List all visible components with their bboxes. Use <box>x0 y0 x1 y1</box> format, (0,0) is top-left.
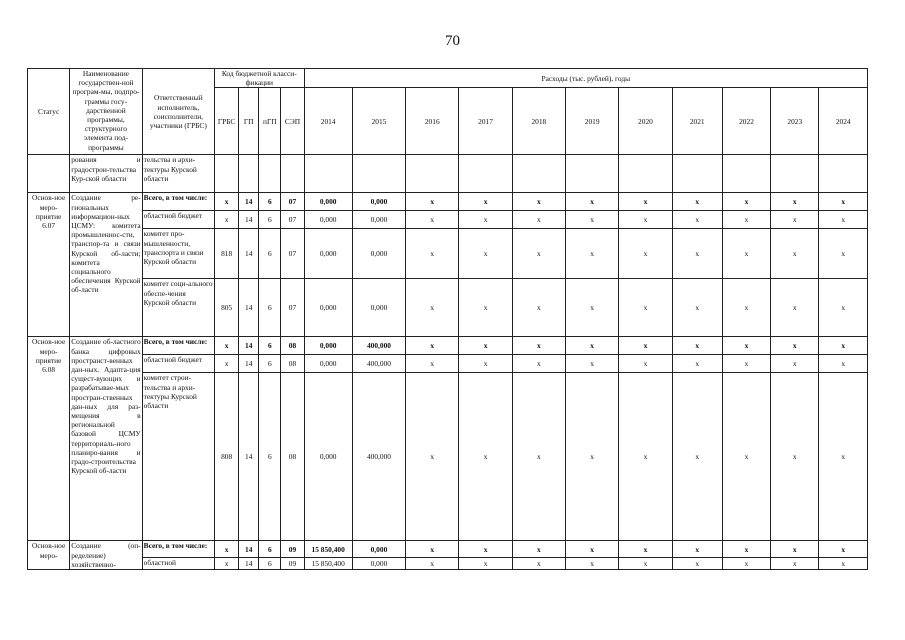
gp-cell: 14 <box>239 193 259 211</box>
expense-cell-2019: x <box>566 355 619 373</box>
expense-cell-2014: 0,000 <box>304 229 352 279</box>
expense-cell-2017: x <box>459 211 512 229</box>
expense-cell-2015: 400,000 <box>352 355 405 373</box>
expense-cell-2019: x <box>566 337 619 355</box>
grbs-cell: x <box>215 355 239 373</box>
expense-cell-2020: x <box>619 373 672 541</box>
expense-cell-2018: x <box>512 279 565 337</box>
expense-cell-2017: x <box>459 279 512 337</box>
continuation-empty-cell <box>239 155 259 193</box>
expense-cell-2016: x <box>406 373 459 541</box>
page-number: 70 <box>445 33 460 49</box>
expense-cell-2023: x <box>771 279 819 337</box>
header-year-2014: 2014 <box>304 88 352 155</box>
expense-cell-2016: x <box>406 355 459 373</box>
table-row <box>28 355 868 373</box>
table-row <box>28 557 868 569</box>
continuation-empty-cell <box>304 155 352 193</box>
expense-cell-2017: x <box>459 229 512 279</box>
table-row <box>28 373 868 541</box>
header-name: Наименование государствен-ной програм-мы, подпро-граммы госу-дарственной программы, структурного элемента под-программы <box>70 69 142 155</box>
executor-cell: областной <box>142 557 214 569</box>
expense-cell-2021: x <box>672 193 722 211</box>
expense-cell-2018: x <box>512 211 565 229</box>
expense-cell-2014: 0,000 <box>304 355 352 373</box>
expense-cell-2015: 0,000 <box>352 279 405 337</box>
expense-cell-2022: x <box>722 229 770 279</box>
header-code-3: СЭП <box>281 88 304 155</box>
expense-cell-2021: x <box>672 557 722 569</box>
header-year-2020: 2020 <box>619 88 672 155</box>
gp-cell: 14 <box>239 229 259 279</box>
expense-cell-2015: 400,000 <box>352 373 405 541</box>
expense-cell-2016: x <box>406 279 459 337</box>
header-code-2: пГП <box>259 88 281 155</box>
header-expenses: Расходы (тыс. рублей), годы <box>304 69 867 88</box>
expense-cell-2018: x <box>512 541 565 558</box>
expense-cell-2022: x <box>722 337 770 355</box>
grbs-cell: x <box>215 557 239 569</box>
expense-cell-2016: x <box>406 557 459 569</box>
gp-cell: 14 <box>239 541 259 558</box>
grbs-cell: 808 <box>215 373 239 541</box>
expense-cell-2020: x <box>619 211 672 229</box>
header-year-2016: 2016 <box>406 88 459 155</box>
expense-cell-2018: x <box>512 373 565 541</box>
expense-cell-2020: x <box>619 355 672 373</box>
expense-cell-2019: x <box>566 211 619 229</box>
pgp-cell: 6 <box>259 279 281 337</box>
table-row <box>28 229 868 279</box>
expense-cell-2014: 0,000 <box>304 211 352 229</box>
table-row <box>28 337 868 355</box>
continuation-status <box>28 155 70 193</box>
expense-cell-2016: x <box>406 229 459 279</box>
continuation-empty-cell <box>722 155 770 193</box>
expense-cell-2023: x <box>771 337 819 355</box>
gp-cell: 14 <box>239 373 259 541</box>
pgp-cell: 6 <box>259 193 281 211</box>
expense-cell-2022: x <box>722 211 770 229</box>
expense-cell-2020: x <box>619 279 672 337</box>
header-year-2015: 2015 <box>352 88 405 155</box>
pgp-cell: 6 <box>259 541 281 558</box>
gp-cell: 14 <box>239 211 259 229</box>
continuation-empty-cell <box>352 155 405 193</box>
continuation-empty-cell <box>819 155 868 193</box>
sep-cell: 07 <box>281 229 304 279</box>
expense-cell-2019: x <box>566 279 619 337</box>
expense-cell-2022: x <box>722 355 770 373</box>
header-year-2024: 2024 <box>819 88 868 155</box>
expense-cell-2024: x <box>819 541 868 558</box>
expense-cell-2015: 0,000 <box>352 541 405 558</box>
expense-cell-2024: x <box>819 193 868 211</box>
continuation-name: рования и градострои-тельства Кур-ской области <box>70 155 142 193</box>
executor-cell: комитет строи-тельства и архи-тектуры Курской области <box>142 373 214 541</box>
expense-cell-2021: x <box>672 211 722 229</box>
header-code-0: ГРБС <box>215 88 239 155</box>
executor-cell: комитет соци-ального обеспе-чения Курской области <box>142 279 214 337</box>
sep-cell: 08 <box>281 337 304 355</box>
expense-cell-2022: x <box>722 557 770 569</box>
sep-cell: 07 <box>281 211 304 229</box>
header-budget-code: Код бюджетной класси-фикации <box>215 69 305 88</box>
expense-cell-2014: 0,000 <box>304 193 352 211</box>
expense-cell-2021: x <box>672 355 722 373</box>
expense-cell-2014: 0,000 <box>304 373 352 541</box>
expense-cell-2020: x <box>619 557 672 569</box>
expense-cell-2019: x <box>566 229 619 279</box>
sep-cell: 07 <box>281 193 304 211</box>
expense-cell-2017: x <box>459 373 512 541</box>
continuation-empty-cell <box>619 155 672 193</box>
pgp-cell: 6 <box>259 355 281 373</box>
pgp-cell: 6 <box>259 557 281 569</box>
expense-cell-2018: x <box>512 337 565 355</box>
expense-cell-2019: x <box>566 193 619 211</box>
executor-cell: Всего, в том числе: <box>142 337 214 355</box>
expense-cell-2014: 15 850,400 <box>304 541 352 558</box>
executor-cell: комитет про-мышленности, транспорта и связи Курской области <box>142 229 214 279</box>
table-row <box>28 211 868 229</box>
gp-cell: 14 <box>239 337 259 355</box>
continuation-empty-cell <box>281 155 304 193</box>
expense-cell-2022: x <box>722 193 770 211</box>
header-year-2018: 2018 <box>512 88 565 155</box>
expense-cell-2020: x <box>619 541 672 558</box>
expense-cell-2020: x <box>619 193 672 211</box>
expense-cell-2024: x <box>819 211 868 229</box>
expense-cell-2015: 400,000 <box>352 337 405 355</box>
continuation-empty-cell <box>672 155 722 193</box>
table-row <box>28 541 868 558</box>
expense-cell-2019: x <box>566 373 619 541</box>
expense-cell-2017: x <box>459 337 512 355</box>
gp-cell: 14 <box>239 279 259 337</box>
expense-cell-2017: x <box>459 193 512 211</box>
header-year-2021: 2021 <box>672 88 722 155</box>
budget-table <box>27 68 868 570</box>
expense-cell-2022: x <box>722 541 770 558</box>
continuation-row <box>28 155 868 193</box>
executor-cell: областной бюджет <box>142 355 214 373</box>
sep-cell: 09 <box>281 541 304 558</box>
expense-cell-2019: x <box>566 557 619 569</box>
activity-name-cell: Создание ре-гиональных информацион-ных ЦСМУ: комитета промышленнос-сти, транспор-та и связи Курской об-ласти; комитета социального обеспечения Курской об-ласти <box>70 193 142 337</box>
expense-cell-2021: x <box>672 373 722 541</box>
expense-cell-2024: x <box>819 355 868 373</box>
expense-cell-2015: 0,000 <box>352 557 405 569</box>
expense-cell-2014: 15 850,400 <box>304 557 352 569</box>
sep-cell: 08 <box>281 355 304 373</box>
grbs-cell: x <box>215 337 239 355</box>
expense-cell-2014: 0,000 <box>304 337 352 355</box>
expense-cell-2018: x <box>512 229 565 279</box>
continuation-empty-cell <box>215 155 239 193</box>
expense-cell-2018: x <box>512 355 565 373</box>
pgp-cell: 6 <box>259 373 281 541</box>
expense-cell-2021: x <box>672 337 722 355</box>
header-status: Статус <box>28 69 70 155</box>
expense-cell-2015: 0,000 <box>352 193 405 211</box>
expense-cell-2022: x <box>722 373 770 541</box>
continuation-empty-cell <box>406 155 459 193</box>
continuation-empty-cell <box>566 155 619 193</box>
header-code-1: ГП <box>239 88 259 155</box>
expense-cell-2021: x <box>672 279 722 337</box>
sep-cell: 08 <box>281 373 304 541</box>
grbs-cell: x <box>215 193 239 211</box>
gp-cell: 14 <box>239 557 259 569</box>
expense-cell-2018: x <box>512 557 565 569</box>
grbs-cell: x <box>215 211 239 229</box>
executor-cell: Всего, в том числе: <box>142 541 214 558</box>
expense-cell-2016: x <box>406 211 459 229</box>
status-cell: Основ-ное меро-приятие 6.08 <box>28 337 70 541</box>
grbs-cell: 805 <box>215 279 239 337</box>
pgp-cell: 6 <box>259 211 281 229</box>
activity-name-cell: Создание об-ластного банка цифровых пространст-венных дан-ных. Адапта-ция сущест-вующих и разрабатывае-мых простран-ственных дан-ных для раз-мещения в региональной базовой ЦСМУ территориаль-ного планиро-вания и градо-строительства Курской об-ласти <box>70 337 142 541</box>
expense-cell-2021: x <box>672 541 722 558</box>
expense-cell-2021: x <box>672 229 722 279</box>
expense-cell-2017: x <box>459 541 512 558</box>
expense-cell-2019: x <box>566 541 619 558</box>
continuation-empty-cell <box>459 155 512 193</box>
expense-cell-2015: 0,000 <box>352 229 405 279</box>
header-year-2022: 2022 <box>722 88 770 155</box>
expense-cell-2024: x <box>819 279 868 337</box>
expense-cell-2023: x <box>771 355 819 373</box>
expense-cell-2017: x <box>459 557 512 569</box>
gp-cell: 14 <box>239 355 259 373</box>
expense-cell-2024: x <box>819 557 868 569</box>
header-year-2023: 2023 <box>771 88 819 155</box>
expense-cell-2016: x <box>406 193 459 211</box>
grbs-cell: 818 <box>215 229 239 279</box>
continuation-empty-cell <box>512 155 565 193</box>
sep-cell: 09 <box>281 557 304 569</box>
continuation-empty-cell <box>771 155 819 193</box>
expense-cell-2023: x <box>771 193 819 211</box>
grbs-cell: x <box>215 541 239 558</box>
pgp-cell: 6 <box>259 337 281 355</box>
expense-cell-2018: x <box>512 193 565 211</box>
expense-cell-2017: x <box>459 355 512 373</box>
expense-cell-2016: x <box>406 541 459 558</box>
executor-cell: Всего, в том числе: <box>142 193 214 211</box>
table-row <box>28 193 868 211</box>
expense-cell-2014: 0,000 <box>304 279 352 337</box>
table-row <box>28 279 868 337</box>
expense-cell-2023: x <box>771 211 819 229</box>
expense-cell-2024: x <box>819 337 868 355</box>
header-year-2019: 2019 <box>566 88 619 155</box>
expense-cell-2023: x <box>771 541 819 558</box>
header-year-2017: 2017 <box>459 88 512 155</box>
expense-cell-2022: x <box>722 279 770 337</box>
expense-cell-2024: x <box>819 229 868 279</box>
expense-cell-2023: x <box>771 373 819 541</box>
continuation-empty-cell <box>259 155 281 193</box>
sep-cell: 07 <box>281 279 304 337</box>
activity-name-cell: Создание (оп-ределение) хозяйственно- <box>71 541 141 569</box>
expense-cell-2020: x <box>619 229 672 279</box>
executor-cell: областной бюджет <box>142 211 214 229</box>
status-cell: Основ-ное меро- <box>28 541 70 570</box>
expense-cell-2023: x <box>771 229 819 279</box>
expense-cell-2015: 0,000 <box>352 211 405 229</box>
expense-cell-2024: x <box>819 373 868 541</box>
pgp-cell: 6 <box>259 229 281 279</box>
expense-cell-2020: x <box>619 337 672 355</box>
status-cell: Основ-ное меро-приятие 6.07 <box>28 193 70 337</box>
expense-cell-2023: x <box>771 557 819 569</box>
continuation-executor: тельства и архи-тектуры Курской области <box>142 155 214 193</box>
header-executor: Ответственный исполнитель, соисполнители, участники (ГРБС) <box>142 69 214 155</box>
expense-cell-2016: x <box>406 337 459 355</box>
